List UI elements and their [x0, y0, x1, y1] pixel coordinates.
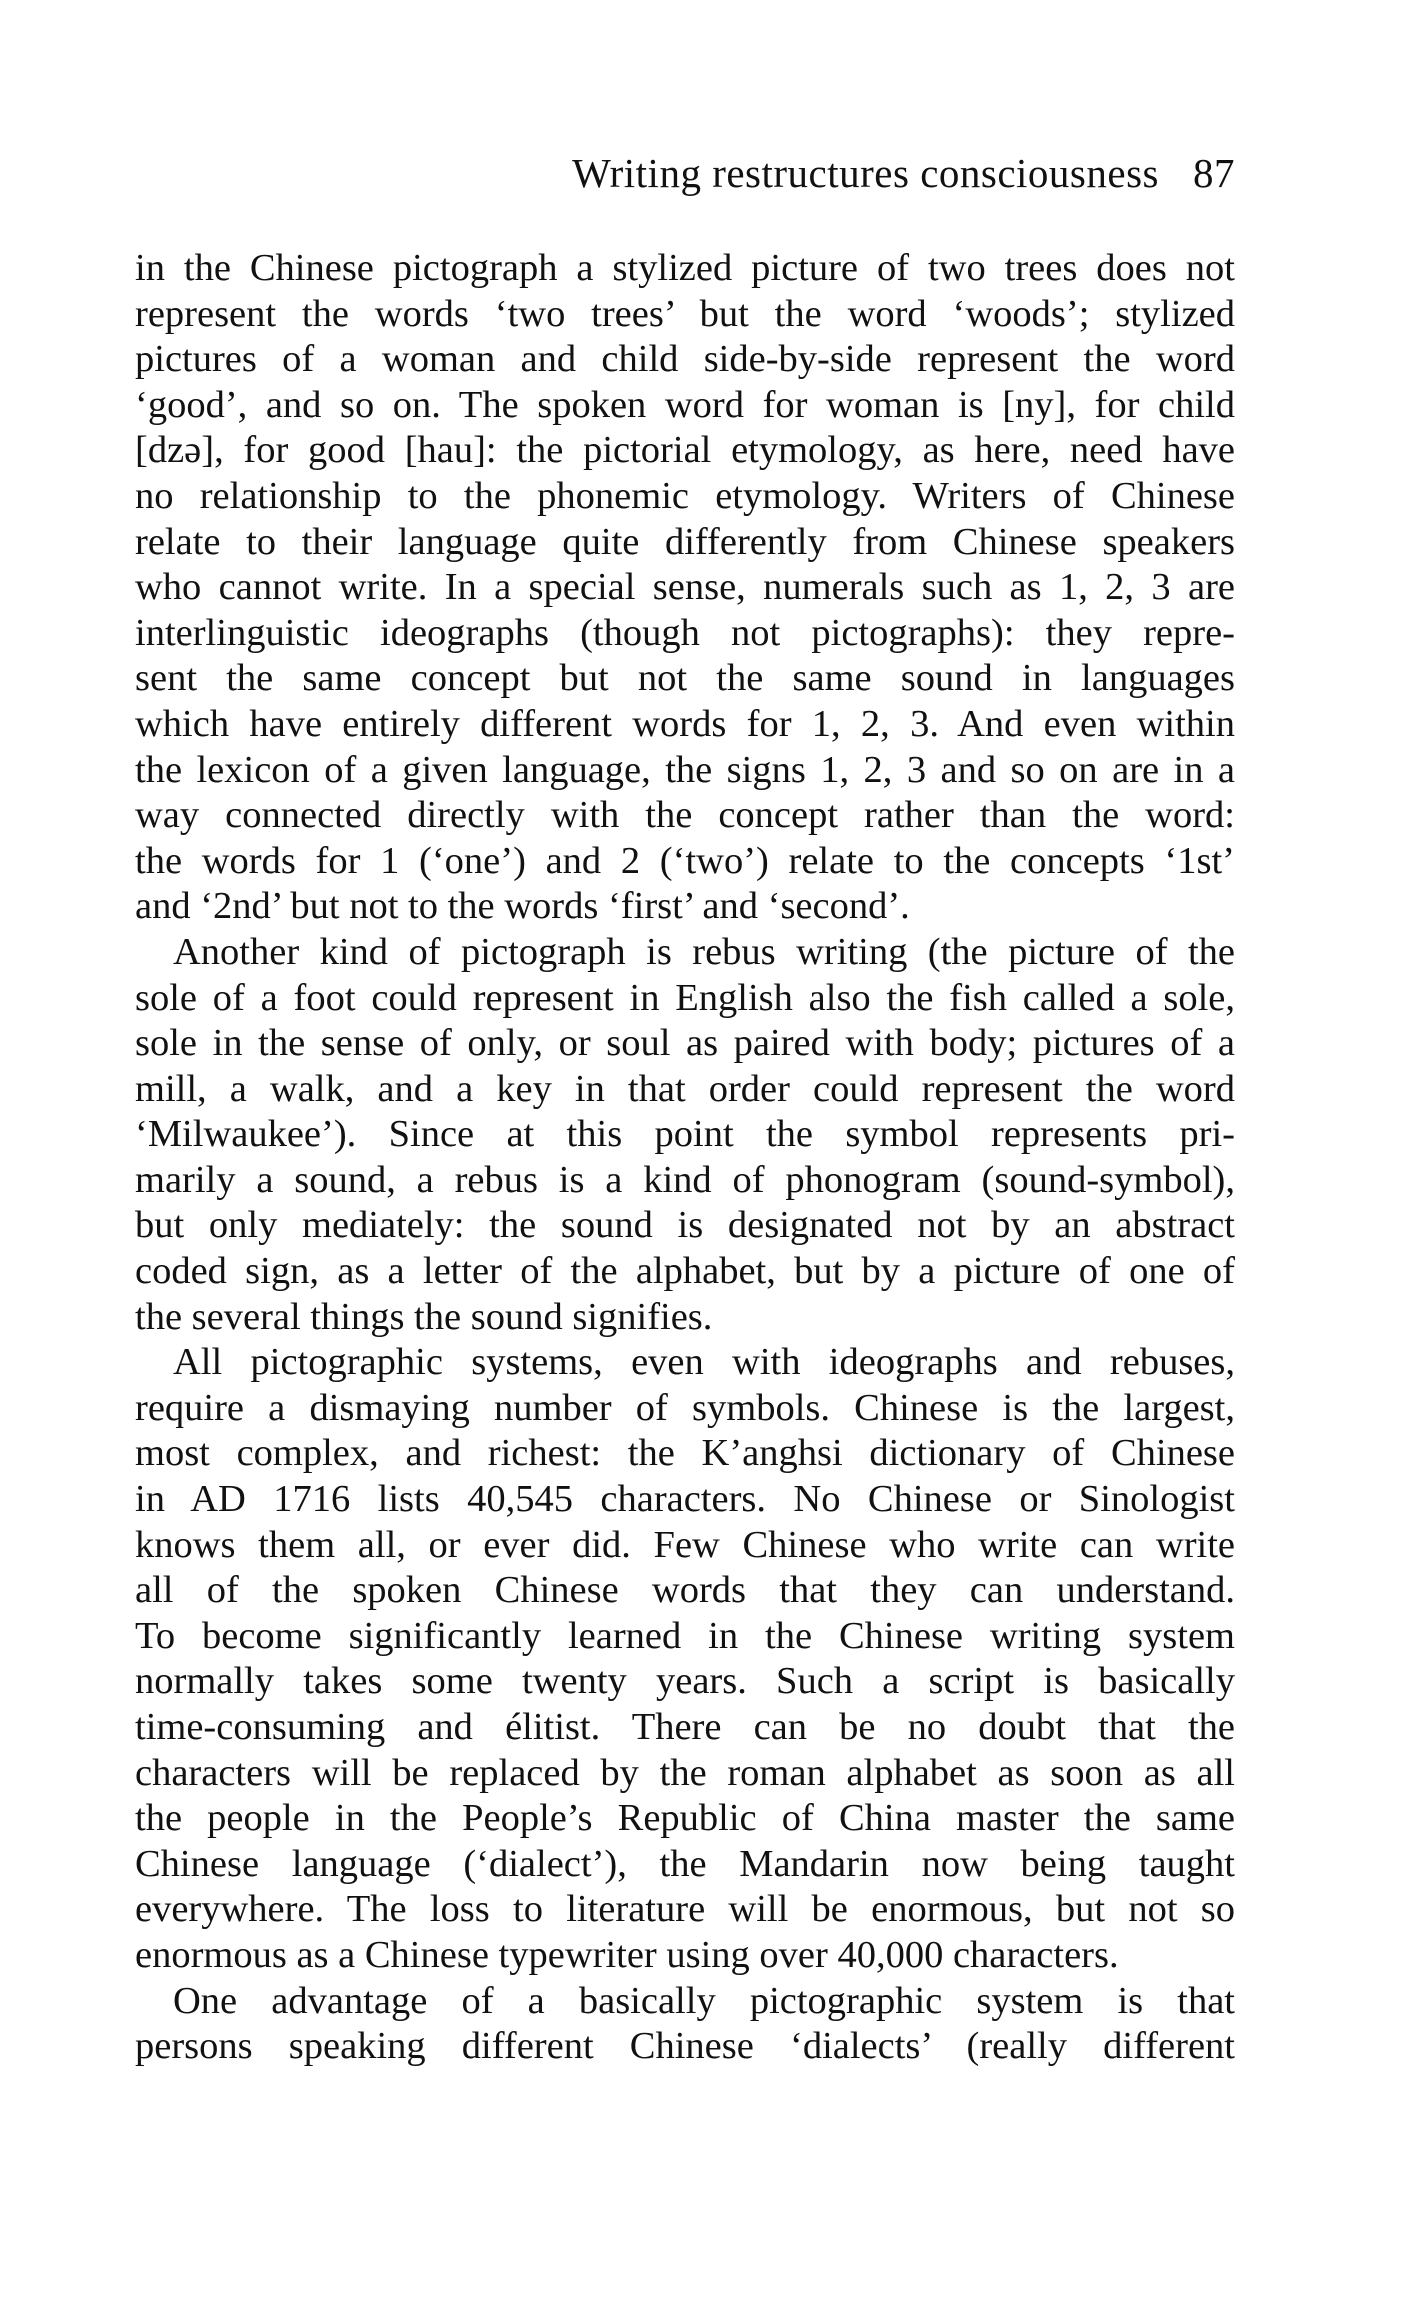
text-line: everywhere. The loss to literature will be enormous, but not so — [135, 1888, 1235, 1931]
text-line: relate to their language quite differently from Chinese speakers — [135, 520, 1235, 563]
body-text — [135, 246, 1235, 2070]
text-line: sole of a foot could represent in English also the fish called a sole, — [135, 976, 1235, 1019]
paragraph — [135, 1979, 1235, 2070]
text-line: which have entirely different words for 1, 2, 3. And even within — [135, 702, 1235, 745]
text-line: who cannot write. In a special sense, numerals such as 1, 2, 3 are — [135, 566, 1235, 609]
paragraph — [135, 1340, 1235, 1978]
text-line: coded sign, as a letter of the alphabet, but by a picture of one of — [135, 1250, 1235, 1293]
text-line: One advantage of a basically pictographic system is that — [173, 1979, 1235, 2022]
text-line: To become significantly learned in the Chinese writing system — [135, 1614, 1235, 1657]
text-line: and ‘2nd’ but not to the words ‘first’ and ‘second’. — [135, 885, 910, 928]
text-line: marily a sound, a rebus is a kind of phonogram (sound-symbol), — [135, 1158, 1235, 1201]
text-line: knows them all, or ever did. Few Chinese who write can write — [135, 1523, 1235, 1566]
text-line: represent the words ‘two trees’ but the word ‘woods’; stylized — [135, 292, 1235, 335]
text-line: All pictographic systems, even with ideographs and rebuses, — [173, 1341, 1235, 1384]
text-line: sole in the sense of only, or soul as paired with body; pictures of a — [135, 1022, 1235, 1065]
text-line: [dzə], for good [hau]: the pictorial etymology, as here, need have — [135, 429, 1235, 472]
running-head-title: Writing restructures consciousness — [572, 150, 1159, 196]
text-line: characters will be replaced by the roman alphabet as soon as all — [135, 1751, 1235, 1794]
text-line: all of the spoken Chinese words that they can understand. — [135, 1569, 1235, 1612]
text-line: most complex, and richest: the K’anghsi dictionary of Chinese — [135, 1432, 1235, 1475]
text-line: no relationship to the phonemic etymology. Writers of Chinese — [135, 474, 1235, 517]
text-line: way connected directly with the concept rather than the word: — [135, 794, 1235, 837]
text-line: the people in the People’s Republic of China master the same — [135, 1797, 1235, 1840]
text-line: Chinese language (‘dialect’), the Mandarin now being taught — [135, 1842, 1235, 1885]
text-line: but only mediately: the sound is designated not by an abstract — [135, 1204, 1235, 1247]
text-line: require a dismaying number of symbols. Chinese is the largest, — [135, 1386, 1235, 1429]
text-line: the several things the sound signifies. — [135, 1295, 713, 1338]
text-line: ‘Milwaukee’). Since at this point the symbol represents pri- — [135, 1113, 1235, 1156]
paragraph — [135, 246, 1235, 930]
text-line: sent the same concept but not the same sound in languages — [135, 657, 1235, 700]
text-line: normally takes some twenty years. Such a script is basically — [135, 1660, 1235, 1703]
text-line: the lexicon of a given language, the signs 1, 2, 3 and so on are in a — [135, 748, 1235, 791]
text-line: pictures of a woman and child side-by-side represent the word — [135, 338, 1235, 381]
text-line: ‘good’, and so on. The spoken word for woman is [ny], for child — [135, 383, 1235, 426]
running-head — [135, 148, 1235, 198]
text-line: time-consuming and élitist. There can be no doubt that the — [135, 1706, 1235, 1748]
page-number: 87 — [1193, 150, 1235, 196]
text-line: persons speaking different Chinese ‘dialects’ (really different — [135, 2025, 1235, 2068]
text-line: the words for 1 (‘one’) and 2 (‘two’) relate to the concepts ‘1st’ — [135, 839, 1235, 882]
text-line: in AD 1716 lists 40,545 characters. No Chinese or Sinologist — [135, 1478, 1235, 1521]
text-line: in the Chinese pictograph a stylized picture of two trees does not — [135, 247, 1235, 289]
paragraph — [135, 930, 1235, 1340]
text-line: Another kind of pictograph is rebus writing (the picture of the — [173, 930, 1235, 973]
text-line: enormous as a Chinese typewriter using over 40,000 characters. — [135, 1933, 1119, 1976]
text-line: mill, a walk, and a key in that order could represent the word — [135, 1067, 1235, 1110]
text-line: interlinguistic ideographs (though not pictographs): they repre- — [135, 611, 1235, 654]
